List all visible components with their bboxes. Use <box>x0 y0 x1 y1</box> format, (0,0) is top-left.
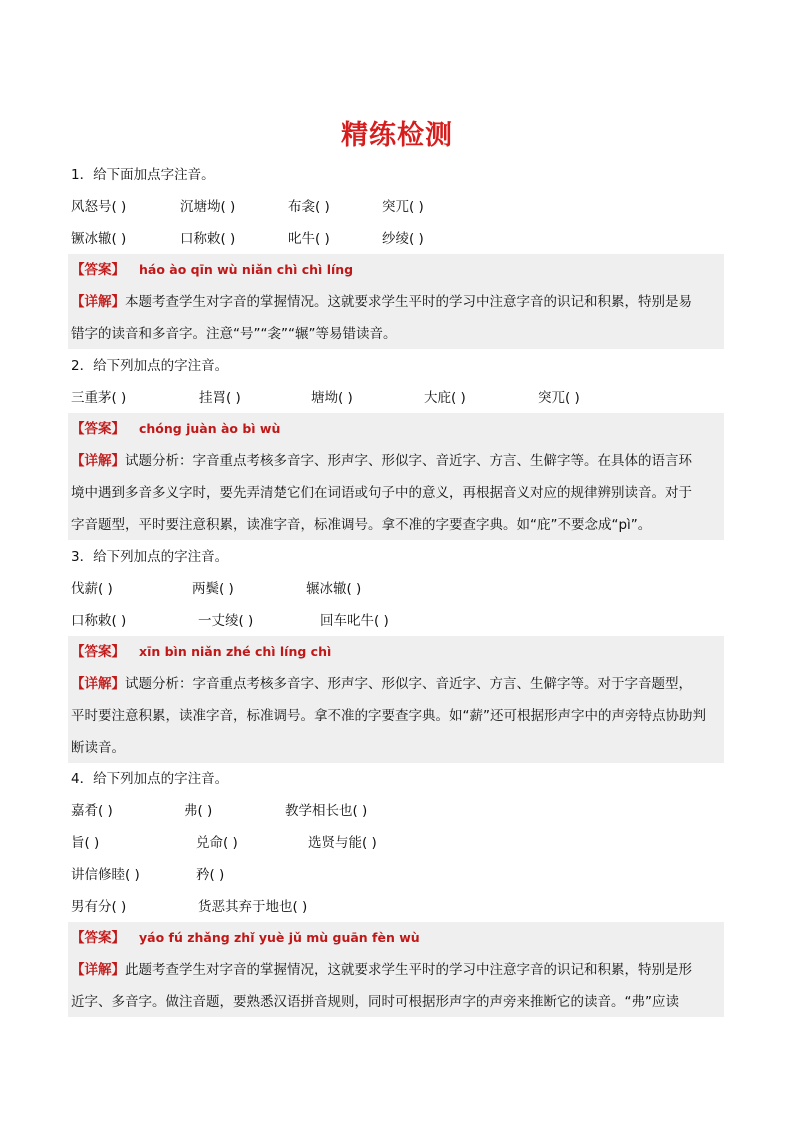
q4-item: 旨( ) <box>71 835 100 851</box>
detail-line <box>71 293 692 311</box>
q1-item: 叱牛( ) <box>288 231 330 247</box>
q3-item: 回车叱牛( ) <box>320 613 389 629</box>
q1-item: 布衾( ) <box>288 199 330 215</box>
detail-text: 近字、多音字。做注音题，要熟悉汉语拼音规则，同时可根据形声字的声旁来推断它的读音。“弗”应读 <box>71 994 679 1010</box>
detail-tag: 【详解】 <box>71 294 125 310</box>
q3-item: 辗冰辙( ) <box>306 581 362 597</box>
answer-pinyin: xīn bìn niǎn zhé chì líng chì <box>139 644 332 659</box>
q4-item: 讲信修睦( ) <box>71 867 140 883</box>
detail-tag: 【详解】 <box>71 453 125 469</box>
q1-item: 口称敕( ) <box>180 231 236 247</box>
q1-item: 镢冰辙( ) <box>71 231 127 247</box>
q4-item: 货恶其弃于地也( ) <box>198 899 308 915</box>
q2-item: 挂罥( ) <box>199 390 241 406</box>
q3-item: 两鬓( ) <box>192 581 234 597</box>
detail-line <box>71 452 692 470</box>
q4-item: 选贤与能( ) <box>308 835 377 851</box>
detail-text: 错字的读音和多音字。注意“号”“衾”“辗”等易错读音。 <box>71 326 397 342</box>
detail-text: 平时要注意积累，读准字音，标准调号。拿不准的字要查字典。如“薪”还可根据形声字中的声旁特点协助判 <box>71 708 706 724</box>
q3-item: 伐薪( ) <box>71 581 113 597</box>
q1-item: 突兀( ) <box>382 199 424 215</box>
detail-text: 字音题型，平时要注意积累，读准字音，标准调号。拿不准的字要查字典。如“庇”不要念成“pì”。 <box>71 517 652 533</box>
detail-text: 本题考查学生对字音的掌握情况。这就要求学生平时的学习中注意字音的识记和积累，特别是易 <box>125 294 692 310</box>
answer-line-4 <box>71 929 420 947</box>
answer-tag: 【答案】 <box>71 421 125 437</box>
answer-pinyin: chóng juàn ào bì wù <box>139 421 281 436</box>
detail-tag: 【详解】 <box>71 676 125 692</box>
answer-pinyin: háo ào qīn wù niǎn chì chì líng <box>139 262 354 277</box>
page-title: 精练检测 <box>341 120 453 151</box>
q3-item: 一丈绫( ) <box>198 613 254 629</box>
answer-line-1 <box>71 261 353 279</box>
q2-item: 塘坳( ) <box>311 390 353 406</box>
detail-tag: 【详解】 <box>71 962 125 978</box>
answer-line-2 <box>71 420 280 438</box>
q4-item: 矜( ) <box>196 867 225 883</box>
q4-item: 弗( ) <box>184 803 213 819</box>
detail-line <box>71 675 692 693</box>
q2-item: 三重茅( ) <box>71 390 127 406</box>
q4-item: 教学相长也( ) <box>285 803 368 819</box>
detail-text: 试题分析：字音重点考核多音字、形声字、形似字、音近字、方言、生僻字等。在具体的语言环 <box>125 453 692 469</box>
detail-line <box>71 961 692 979</box>
q4-item: 兑命( ) <box>196 835 238 851</box>
question-2-stem: 2．给下列加点的字注音。 <box>71 358 229 374</box>
q4-item: 嘉肴( ) <box>71 803 113 819</box>
answer-tag: 【答案】 <box>71 644 125 660</box>
question-4-stem: 4．给下列加点的字注音。 <box>71 771 229 787</box>
q2-item: 突兀( ) <box>538 390 580 406</box>
detail-text: 此题考查学生对字音的掌握情况，这就要求学生平时的学习中注意字音的识记和积累，特别是形 <box>125 962 692 978</box>
question-1-stem: 1．给下面加点字注音。 <box>71 167 215 183</box>
answer-pinyin: yáo fú zhǎng zhǐ yuè jǔ mù guān fèn wù <box>139 930 420 945</box>
detail-text: 断读音。 <box>71 740 125 756</box>
answer-line-3 <box>71 643 331 661</box>
detail-text: 境中遇到多音多义字时，要先弄清楚它们在词语或句子中的意义，再根据音义对应的规律辨别读音。对于 <box>71 485 692 501</box>
detail-text: 试题分析：字音重点考核多音字、形声字、形似字、音近字、方言、生僻字等。对于字音题型， <box>125 676 692 692</box>
question-3-stem: 3．给下列加点的字注音。 <box>71 549 229 565</box>
q2-item: 大庇( ) <box>424 390 466 406</box>
q4-item: 男有分( ) <box>71 899 127 915</box>
q1-item: 沉塘坳( ) <box>180 199 236 215</box>
answer-tag: 【答案】 <box>71 930 125 946</box>
answer-tag: 【答案】 <box>71 262 125 278</box>
q3-item: 口称敕( ) <box>71 613 127 629</box>
q1-item: 纱绫( ) <box>382 231 424 247</box>
q1-item: 风怒号( ) <box>71 199 127 215</box>
